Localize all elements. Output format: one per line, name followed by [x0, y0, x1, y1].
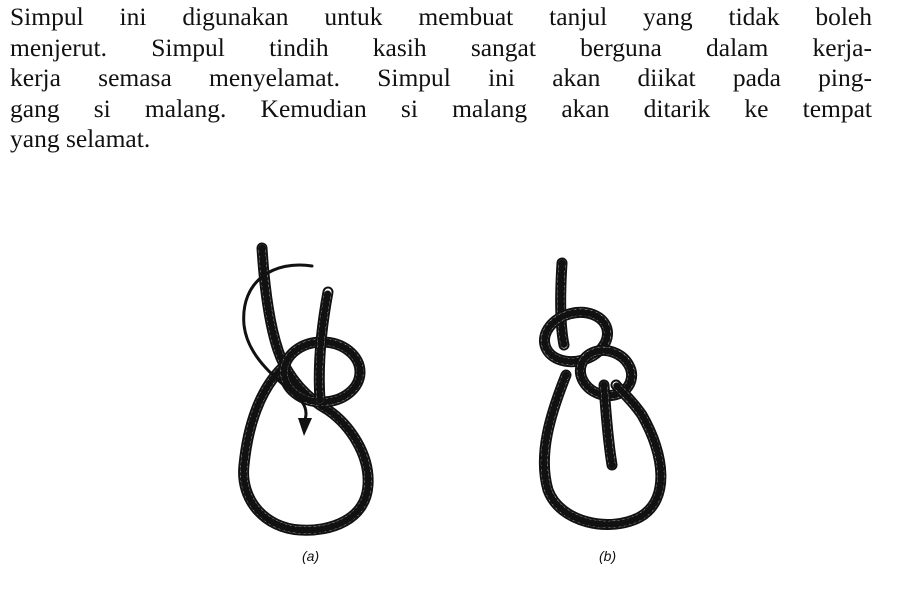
paragraph-line-4: gang si malang. Kemudian si malang akan ditarik ke tempat [10, 93, 872, 123]
paragraph-line-1: Simpul ini digunakan untuk membuat tanjul yang tidak boleh [10, 2, 872, 31]
paragraph-line-3: kerja semasa menyelamat. Simpul ini akan diikat pada ping- [10, 63, 872, 92]
paragraph-line-5: yang selamat. [10, 124, 151, 153]
arrowhead-icon [298, 418, 312, 436]
figure-caption-a: (a) [302, 548, 320, 564]
body-paragraph [10, 2, 872, 155]
paragraph-line-2: menjerut. Simpul tindih kasih sangat berguna dalam kerja- [10, 32, 872, 62]
knot-illustration-a [220, 240, 400, 540]
figure-caption-b: (b) [599, 548, 617, 564]
knot-illustration-b [520, 255, 680, 540]
